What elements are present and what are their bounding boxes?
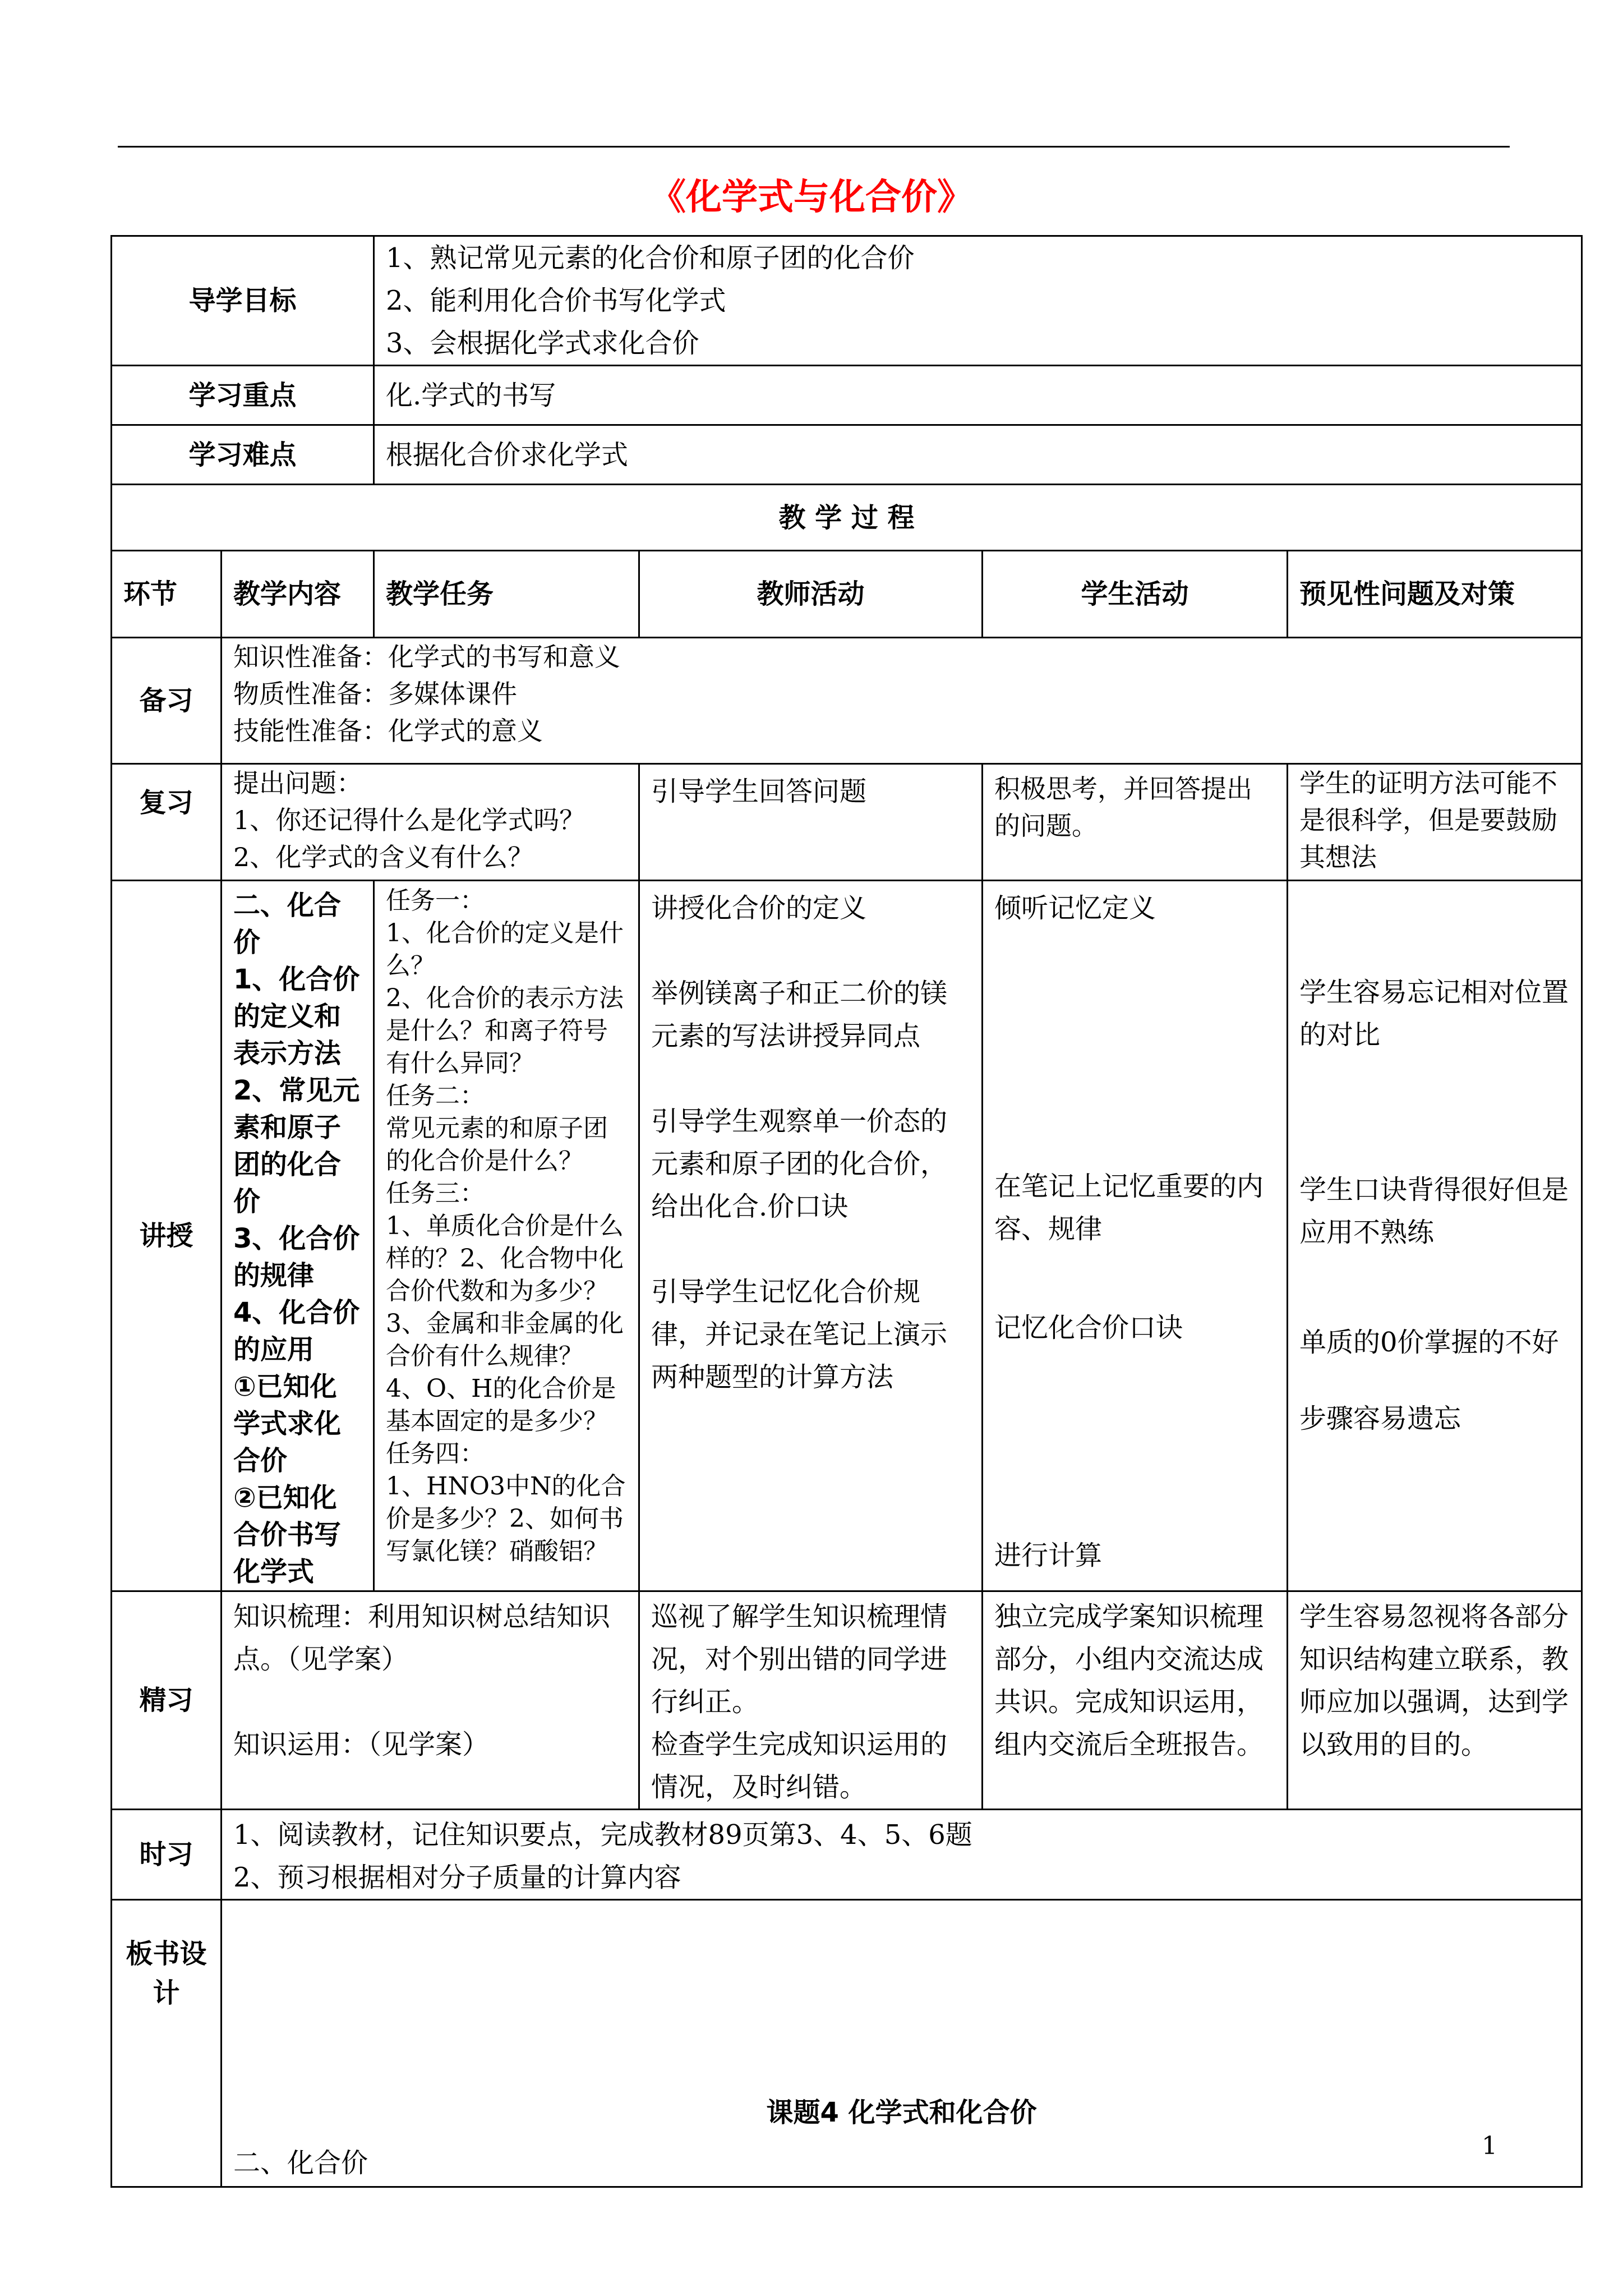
practice-content-line: 知识运用：（见学案） xyxy=(233,1729,490,1760)
lecture-task-line: 任务三： xyxy=(386,1179,485,1208)
lecture-task-line: 3、金属和非金属的化合价有什么规律？ xyxy=(386,1309,624,1370)
review-row xyxy=(112,764,1582,881)
lecture-problem-line: 步骤容易遗忘 xyxy=(1299,1403,1461,1434)
lecture-teacher-line: 讲授化合价的定义 xyxy=(651,892,867,924)
review-problems: 学生的证明方法可能不是很科学，但是要鼓励其想法 xyxy=(1288,764,1582,881)
lecture-content-line: 3、化合价的规律 xyxy=(233,1223,360,1291)
objective-item: 2、能利用化合价书写化学式 xyxy=(386,285,726,316)
prep-line: 知识性准备：化学式的书写和意义 xyxy=(233,642,620,672)
lecture-content-line: 二、化合价 xyxy=(233,890,342,958)
prep-content xyxy=(222,638,1582,764)
lecture-content-line: 4、化合价的应用 xyxy=(233,1297,360,1365)
lecture-problem-line: 学生口诀背得很好但是应用不熟练 xyxy=(1299,1174,1569,1248)
document-title: 《化学式与化合价》 xyxy=(650,177,973,218)
lecture-teacher-line: 引导学生记忆化合价规律，并记录在笔记上演示两种题型的计算方法 xyxy=(651,1276,948,1393)
difficult-point-label: 学习难点 xyxy=(112,425,374,485)
practice-teacher-line: 检查学生完成知识运用的情况，及时纠错。 xyxy=(651,1729,948,1803)
lecture-task-line: 任务一： xyxy=(386,886,485,915)
lesson-plan-table xyxy=(110,235,1583,2188)
key-point-value: 化.学式的书写 xyxy=(374,366,1582,425)
practice-label: 精习 xyxy=(112,1591,222,1810)
lecture-problem-line: 学生容易忘记相对位置的对比 xyxy=(1299,977,1569,1051)
prep-line: 物质性准备：多媒体课件 xyxy=(233,679,517,709)
objectives-label: 导学目标 xyxy=(112,236,374,366)
review-line: 1、你还记得什么是化学式吗？ xyxy=(233,805,585,835)
review-student: 积极思考，并回答提出的问题。 xyxy=(983,764,1288,881)
lecture-teacher-line: 举例镁离子和正二价的镁元素的写法讲授异同点 xyxy=(651,978,948,1052)
prep-label: 备习 xyxy=(112,638,222,764)
lecture-content-line: 2、常见元素和原子团的化合价 xyxy=(233,1075,360,1217)
lecture-label: 讲授 xyxy=(112,881,222,1591)
header-rule xyxy=(118,146,1510,148)
lecture-student-line: 记忆化合价口诀 xyxy=(994,1312,1183,1343)
lecture-tasks xyxy=(374,881,639,1591)
board-title: 课题4 化学式和化合价 xyxy=(766,2097,1037,2128)
column-header-task: 教学任务 xyxy=(374,551,639,638)
column-header-stage: 环节 xyxy=(112,551,222,638)
lecture-problem-line: 单质的0价掌握的不好 xyxy=(1299,1327,1559,1358)
board-row xyxy=(112,1900,1582,2187)
lecture-task-line: 4、O、H的化合价是基本固定的是多少？ xyxy=(386,1374,616,1435)
lecture-task-line: 任务二： xyxy=(386,1082,485,1110)
objectives-list xyxy=(374,236,1582,366)
process-header xyxy=(112,485,1582,551)
lecture-teacher-line: 引导学生观察单一价态的元素和原子团的化合价，给出化合.价口诀 xyxy=(651,1106,948,1222)
difficult-point-row xyxy=(112,425,1582,485)
review-content xyxy=(222,764,639,881)
lecture-student xyxy=(983,881,1288,1591)
difficult-point-value: 根据化合价求化学式 xyxy=(374,425,1582,485)
review-line: 提出问题： xyxy=(233,768,362,798)
lecture-task-line: 1、HNO3中N的化合价是多少？2、如何书写氯化镁？硝酸铝？ xyxy=(386,1472,626,1566)
board-label: 板书设计 xyxy=(112,1900,222,2187)
column-header-student: 学生活动 xyxy=(983,551,1288,638)
practice-row xyxy=(112,1591,1582,1810)
homework-content xyxy=(222,1810,1582,1900)
process-header-row xyxy=(112,485,1582,551)
review-label: 复习 xyxy=(112,764,222,881)
board-line: 二、化合价 xyxy=(233,2147,368,2179)
review-teacher: 引导学生回答问题 xyxy=(639,764,983,881)
review-line: 2、化学式的含义有什么？ xyxy=(233,842,534,872)
lecture-student-line: 进行计算 xyxy=(994,1540,1103,1571)
prep-line: 技能性准备：化学式的意义 xyxy=(233,716,543,746)
objective-item: 3、会根据化学式求化合价 xyxy=(386,328,699,359)
homework-row xyxy=(112,1810,1582,1900)
lecture-task-line: 1、单质化合价是什么样的？2、化合物中化合价代数和为多少？ xyxy=(386,1212,624,1305)
column-header-content: 教学内容 xyxy=(222,551,374,638)
board-content xyxy=(222,1900,1582,2187)
practice-content-line: 知识梳理：利用知识树总结知识点。（见学案） xyxy=(233,1601,611,1675)
lecture-task-line: 常见元素的和原子团的化合价是什么？ xyxy=(386,1114,608,1175)
lecture-row xyxy=(112,881,1582,1591)
practice-student: 独立完成学案知识梳理部分，小组内交流达成共识。完成知识运用，组内交流后全班报告。 xyxy=(983,1591,1288,1810)
column-header-teacher: 教师活动 xyxy=(639,551,983,638)
lecture-content-line: ①已知化学式求化合价 xyxy=(233,1371,342,1476)
practice-teacher-line: 巡视了解学生知识梳理情况，对个别出错的同学进行纠正。 xyxy=(651,1601,948,1718)
homework-label: 时习 xyxy=(112,1810,222,1900)
lecture-task-line: 1、化合价的定义是什么？ xyxy=(386,919,624,980)
key-point-row xyxy=(112,366,1582,425)
lecture-task-line: 任务四： xyxy=(386,1439,485,1468)
objective-item: 1、熟记常见元素的化合价和原子团的化合价 xyxy=(386,242,915,274)
practice-content xyxy=(222,1591,639,1810)
homework-line: 1、阅读教材，记住知识要点，完成教材89页第3、4、5、6题 xyxy=(233,1819,972,1851)
page-number: 1 xyxy=(1482,2132,1497,2160)
practice-teacher xyxy=(639,1591,983,1810)
lecture-problems xyxy=(1288,881,1582,1591)
lecture-task-line: 2、化合价的表示方法是什么？和离子符号有什么异同？ xyxy=(386,984,624,1078)
lecture-content-line: 1、化合价的定义和表示方法 xyxy=(233,964,360,1069)
prep-row xyxy=(112,638,1582,764)
homework-line: 2、预习根据相对分子质量的计算内容 xyxy=(233,1862,681,1893)
lecture-teacher xyxy=(639,881,983,1591)
column-header-problems: 预见性问题及对策 xyxy=(1288,551,1582,638)
lecture-content xyxy=(222,881,374,1591)
practice-problems: 学生容易忽视将各部分知识结构建立联系，教师应加以强调，达到学以致用的目的。 xyxy=(1288,1591,1582,1810)
lecture-content-line: ②已知化合价书写化学式 xyxy=(233,1482,342,1588)
objectives-row xyxy=(112,236,1582,366)
key-point-label: 学习重点 xyxy=(112,366,374,425)
process-header-text: 教 学 过 程 xyxy=(778,501,915,533)
lecture-student-line: 在笔记上记忆重要的内容、规律 xyxy=(994,1171,1264,1245)
lecture-student-line: 倾听记忆定义 xyxy=(994,892,1156,924)
column-header-row xyxy=(112,551,1582,638)
